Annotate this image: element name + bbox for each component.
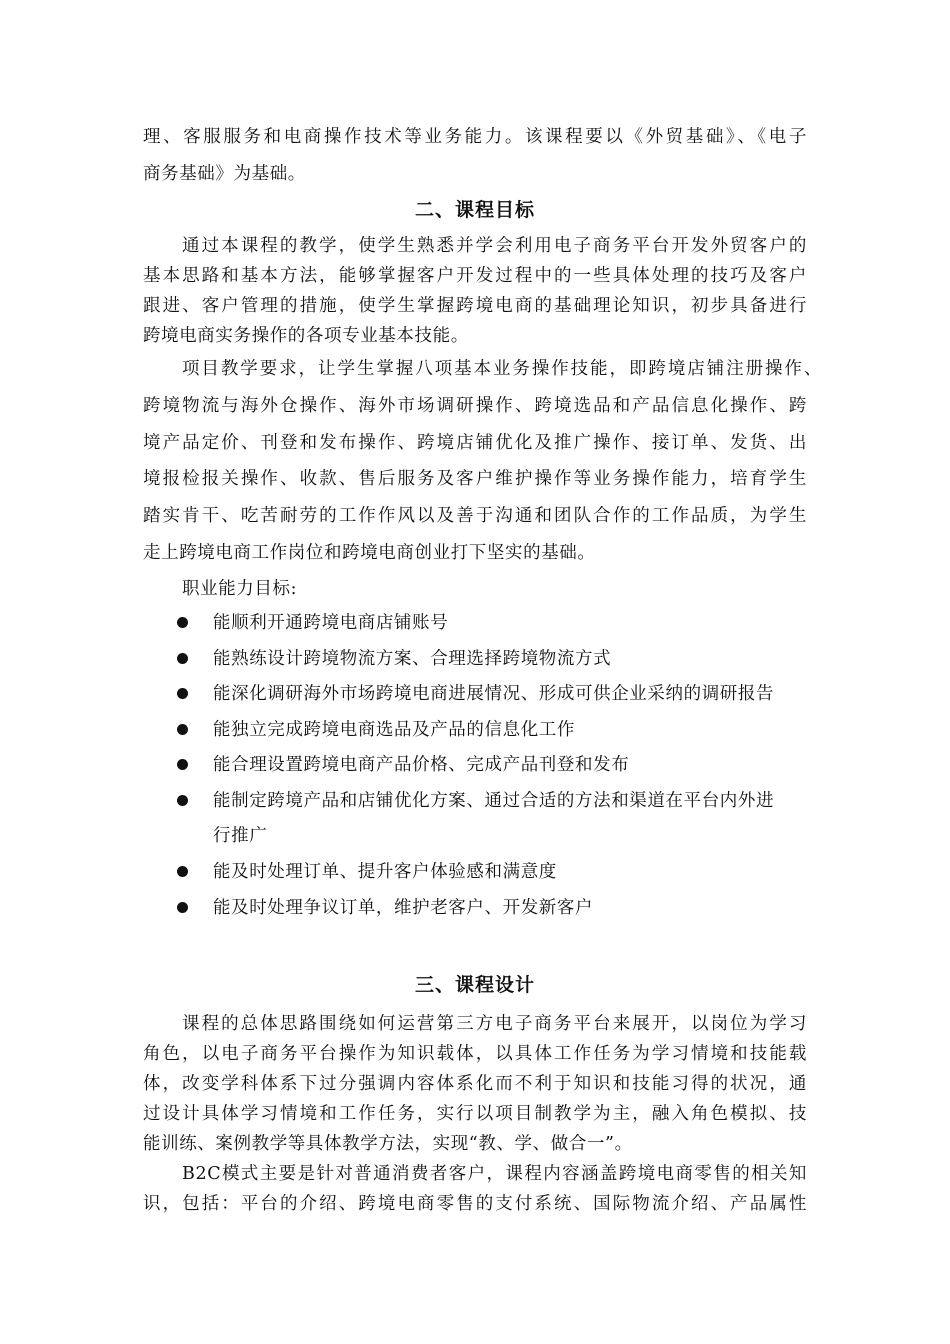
goals-para2-line-4: 境报检报关操作、收款、售后服务及客户维护操作等业务操作能力，培育学生	[143, 469, 807, 489]
bullet-icon	[177, 653, 188, 664]
goals-para2-line-2: 跨境物流与海外仓操作、海外市场调研操作、跨境选品和产品信息化操作、跨	[143, 396, 807, 416]
bullet-icon	[177, 759, 188, 770]
section-heading-design: 三、课程设计	[414, 974, 535, 996]
intro-line-1: 理、客服服务和电商操作技术等业务能力。该课程要以《外贸基础》、《电子	[143, 127, 807, 147]
design-para2-line-1: B2C模式主要是针对普通消费者客户，课程内容涵盖跨境电商零售的相关知	[182, 1164, 807, 1184]
career-goals-label: 职业能力目标:	[182, 579, 298, 599]
goals-para2-line-3: 境产品定价、刊登和发布操作、跨境店铺优化及推广操作、接订单、发货、出	[143, 433, 807, 453]
list-item	[177, 789, 817, 813]
list-item	[177, 753, 817, 777]
goals-para2-line-1: 项目教学要求，让学生掌握八项基本业务操作技能，即跨境店铺注册操作、	[182, 359, 822, 379]
goals-para2-line-6: 走上跨境电商工作岗位和跨境电商创业打下坚实的基础。	[143, 543, 596, 563]
list-item	[177, 860, 817, 884]
list-item-continuation: 行推广	[213, 826, 268, 846]
bullet-icon	[177, 866, 188, 877]
design-para1-line-5: 能训练、案例教学等具体教学方法，实现“教、学、做合一”。	[143, 1134, 633, 1154]
section-heading-goals: 二、课程目标	[414, 199, 535, 221]
goals-para1-line-2: 基本思路和基本方法，能够掌握客户开发过程中的一些具体处理的技巧及客户	[143, 266, 807, 286]
list-item-text: 能制定跨境产品和店铺优化方案、通过合适的方法和渠道在平台内外进	[213, 791, 775, 811]
goals-para1-line-3: 跟进、客户管理的措施，使学生掌握跨境电商的基础理论知识，初步具备进行	[143, 296, 807, 316]
list-item-text: 能深化调研海外市场跨境电商进展情况、形成可供企业采纳的调研报告	[213, 684, 775, 704]
bullet-icon	[177, 795, 188, 806]
list-item-text: 能独立完成跨境电商选品及产品的信息化工作	[213, 720, 575, 740]
design-para1-line-2: 角色，以电子商务平台操作为知识载体，以具体工作任务为学习情境和技能载	[143, 1044, 807, 1064]
design-para1-line-1: 课程的总体思路围绕如何运营第三方电子商务平台来展开，以岗位为学习	[182, 1014, 807, 1034]
bullet-icon	[177, 688, 188, 699]
bullet-icon	[177, 617, 188, 628]
list-item-text: 能及时处理订单、提升客户体验感和满意度	[213, 862, 557, 882]
list-item-text: 能熟练设计跨境物流方案、合理选择跨境物流方式	[213, 649, 612, 669]
list-item	[177, 611, 817, 635]
list-item	[177, 682, 817, 706]
design-para1-line-4: 过设计具体学习情境和工作任务，实行以项目制教学为主，融入角色模拟、技	[143, 1104, 807, 1124]
list-item	[177, 718, 817, 742]
list-item-text: 能顺利开通跨境电商店铺账号	[213, 613, 449, 633]
intro-line-2: 商务基础》为基础。	[143, 164, 306, 184]
goals-para1-line-4: 跨境电商实务操作的各项专业基本技能。	[143, 326, 469, 346]
list-item	[177, 647, 817, 671]
goals-para2-line-5: 踏实肯干、吃苦耐劳的工作作风以及善于沟通和团队合作的工作品质，为学生	[143, 506, 807, 526]
bullet-icon	[177, 724, 188, 735]
bullet-icon	[177, 902, 188, 913]
design-para1-line-3: 体，改变学科体系下过分强调内容体系化而不利于知识和技能习得的状况，通	[143, 1074, 807, 1094]
list-item-text: 能合理设置跨境电商产品价格、完成产品刊登和发布	[213, 755, 630, 775]
design-para2-line-2: 识，包括：平台的介绍、跨境电商零售的支付系统、国际物流介绍、产品属性	[143, 1194, 807, 1214]
goals-para1-line-1: 通过本课程的教学，使学生熟悉并学会利用电子商务平台开发外贸客户的	[182, 236, 807, 256]
list-item	[177, 896, 817, 920]
list-item-text: 能及时处理争议订单，维护老客户、开发新客户	[213, 898, 594, 918]
